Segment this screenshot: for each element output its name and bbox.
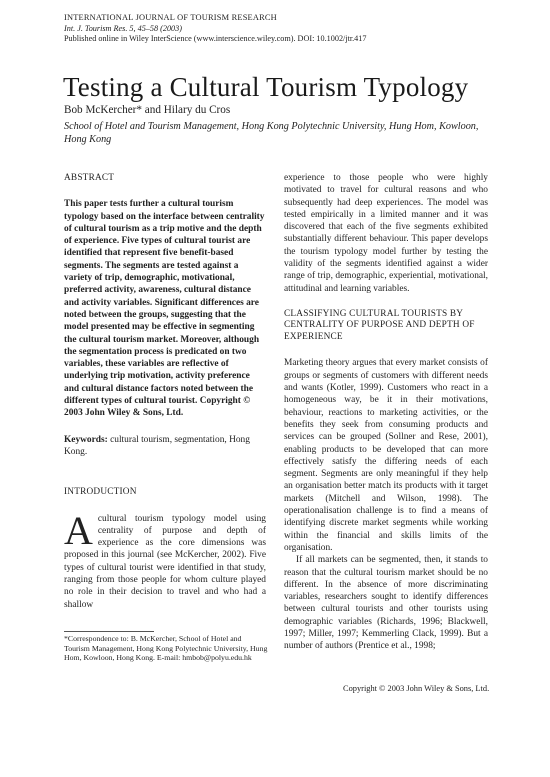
segmentation-paragraph: If all markets can be segmented, then, it stands to reason that the cultural tourism market should be no different. In the absence of more discriminating variables, researchers sought to identify differences between cultural tourists and other tourists using demographic variables (Richards, 1996; Blackwell, 1997; Miller, 1997; Kemmerling Clack, 1999). But a number of authors (Prentice et al., 1998; [284,555,488,652]
journal-header [64,13,504,45]
abstract-heading: ABSTRACT [64,173,115,183]
keywords-text: cultural tourism, segmentation, Hong Kong. [64,434,250,457]
drop-cap: A [64,507,93,553]
left-column [64,172,266,611]
keywords-label: Keywords: [64,434,108,445]
marketing-theory-paragraph: Marketing theory argues that every market consists of groups or segments of customers with different needs and wants (Kotler, 1999). Customers who react in a homogeneous way, be it in their motivations, behaviour, reactions to marketing activities, or the benefits they seek from consuming products and services can be grouped (Sollner and Rese, 2001), enabling products to be developed that can more effectively satisfy the differing needs of each segment. Segments are only meaningful if they help an organisation better match its products with it target markets (Mitchell and Wilson, 1998). The operationalisation challenge is to find a means of identifying discrete market segments while working within the financial and skills limits of the organisation. [284,358,488,553]
journal-name: INTERNATIONAL JOURNAL OF TOURISM RESEARCH [64,13,277,22]
introduction-text: cultural tourism typology model using centrality of purpose and depth of experience as the core dimensions was proposed in this journal (see McKercher, 2002). Five types of cultural tourist were identified in that study, ranging from those people for whom culture played no role in their decision to travel and who had a shallow [64,513,266,610]
classifying-section-heading: CLASSIFYING CULTURAL TOURISTS BY CENTRALITY OF PURPOSE AND DEPTH OF EXPERIENCE [284,308,475,342]
footnote-divider [64,631,154,632]
keywords [64,434,266,459]
article-authors: Bob McKercher* and Hilary du Cros [64,104,231,116]
article-title: Testing a Cultural Tourism Typology [63,72,469,102]
journal-reference: Int. J. Tourism Res. 5, 45–58 (2003) [64,23,182,33]
abstract-text: This paper tests further a cultural tourism typology based on the interface between centrality of cultural tourism as a trip motive and the depth of experience. Five types of cultural tourist are identified that represent five benefit-based segments. The segments are tested against a variety of trip, demographic, motivational, preferred activity, awareness, cultural distance and activity variables. Significant differences are noted between the groups, suggesting that the model presented may be effective in segmenting the cultural tourism market. Moreover, although the segmentation process is predicated on two variables, these variables are reflective of underlying trip motivation, activity preference and cultural distance factors noted between the different types of cultural tourist. Copyright © 2003 John Wiley & Sons, Ltd. [64,199,265,419]
right-column [284,172,488,653]
publication-info: Published online in Wiley InterScience (www.interscience.wiley.com). DOI: 10.1002/jtr.417 [64,34,367,43]
introduction-heading: INTRODUCTION [64,487,137,498]
introduction-paragraph [64,507,266,611]
correspondence-footnote: *Correspondence to: B. McKercher, School of Hotel and Tourism Management, Hong Kong Polytechnic University, Hung Hom, Kowloon, Hong Kong. E-mail: hmbob@polyu.edu.hk [64,634,268,663]
intro-continuation-paragraph: experience to those people who were highly motivated to travel for cultural reasons and who subsequently had deep experiences. The model was tested empirically in a limited manner and it was discovered that each of the five segments exhibited substantially different behaviour. This paper develops the tourism typology model further by testing the validity of the segments identified against a wider range of trip, demographic, experiential, motivational, attitudinal and learning variables. [284,173,488,294]
author-affiliation: School of Hotel and Tourism Management, Hong Kong Polytechnic University, Hung Hom, Kowloon, Hong Kong [64,121,479,145]
copyright-footer: Copyright © 2003 John Wiley & Sons, Ltd. [343,684,490,693]
